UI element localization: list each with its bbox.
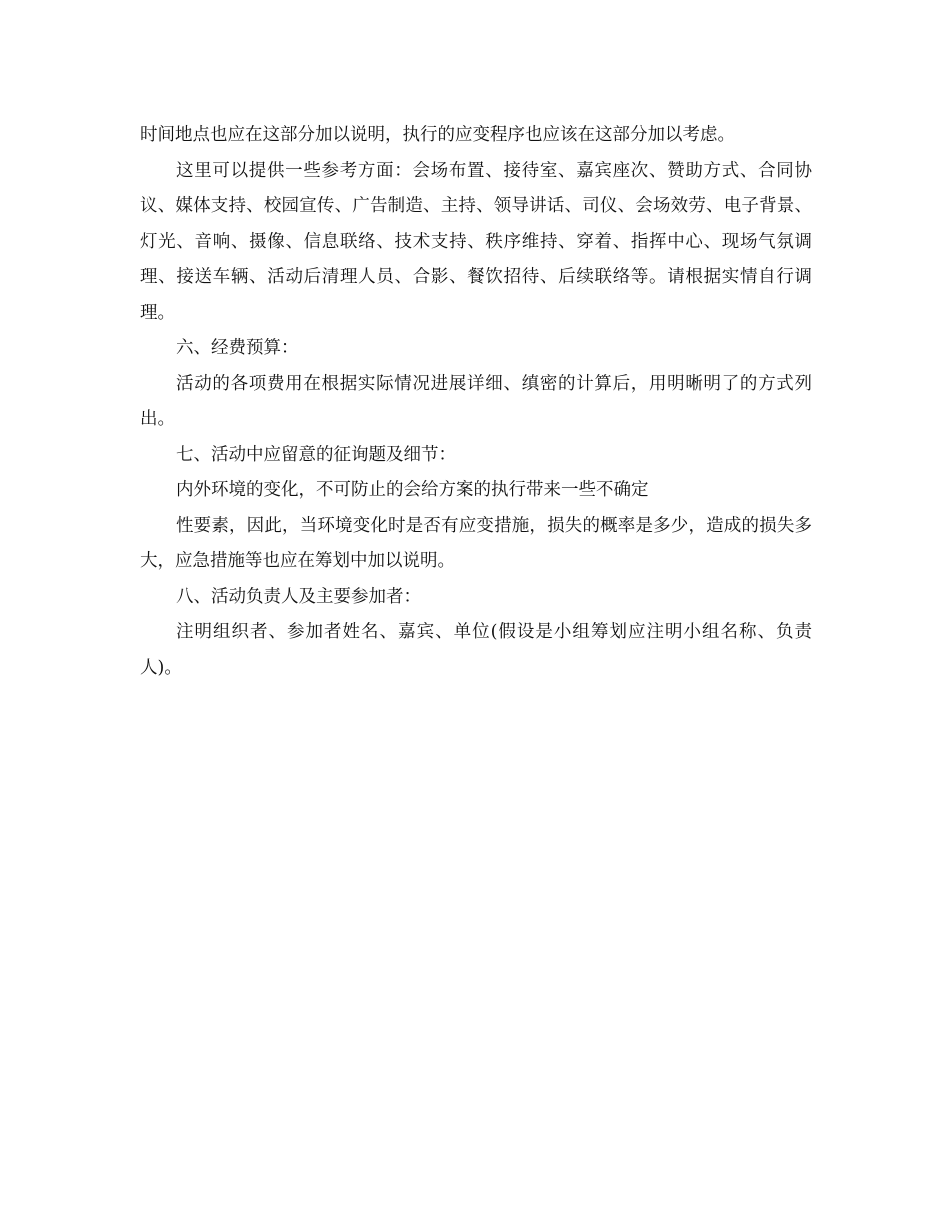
paragraph-organizers: 注明组织者、参加者姓名、嘉宾、单位(假设是小组筹划应注明小组名称、负责人)。	[140, 622, 812, 678]
paragraph-budget-detail: 活动的各项费用在根据实际情况进展详细、缜密的计算后，用明晰明了的方式列出。	[140, 373, 812, 429]
paragraph-reference-aspects: 这里可以提供一些参考方面：会场布置、接待室、嘉宾座次、赞助方式、合同协议、媒体支持、校园宣传、广告制造、主持、领导讲话、司仪、会场效劳、电子背景、灯光、音响、摄像、信息联络、技术支持、秩序维持、穿着、指挥中心、现场气氛调理、接送车辆、活动后清理人员、合影、餐饮招待、后续联络等。请根据实情自行调理。	[140, 160, 812, 323]
heading-budget: 六、经费预算：	[176, 338, 299, 358]
heading-responsible-persons: 八、活动负责人及主要参加者：	[176, 586, 421, 607]
paragraph-uncertainty-factors: 性要素，因此，当环境变化时是否有应变措施，损失的概率是多少，造成的损失多大，应急措施等也应在筹划中加以说明。	[140, 515, 812, 571]
heading-attention-details: 七、活动中应留意的征询题及细节：	[176, 444, 456, 465]
document-body	[140, 118, 812, 686]
paragraph-time-location: 时间地点也应在这部分加以说明，执行的应变程序也应该在这部分加以考虑。	[140, 125, 735, 145]
paragraph-environment-change: 内外环境的变化，不可防止的会给方案的执行带来一些不确定	[176, 480, 649, 500]
